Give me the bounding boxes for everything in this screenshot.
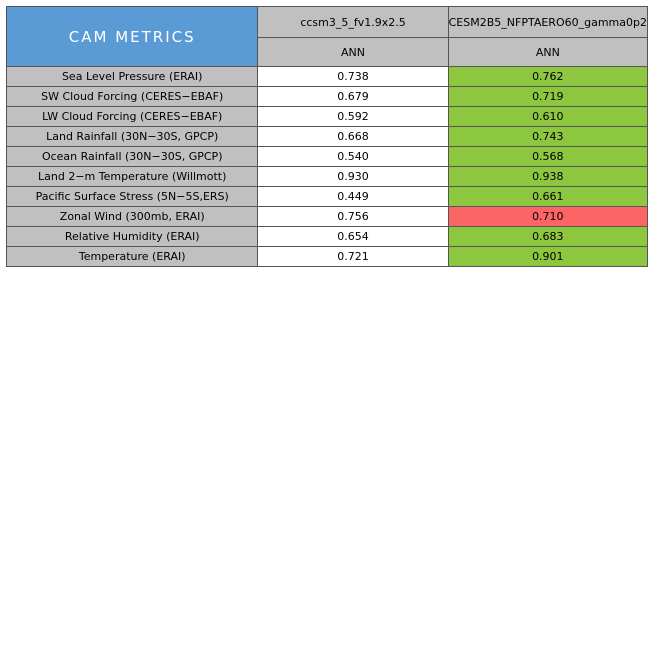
table-row <box>7 167 648 187</box>
metric-value: 0.683 <box>448 227 647 247</box>
metric-value: 0.721 <box>258 247 448 267</box>
metric-value: 0.901 <box>448 247 647 267</box>
table-title: CAM METRICS <box>7 7 258 67</box>
metric-value: 0.756 <box>258 207 448 227</box>
metric-value: 0.762 <box>448 67 647 87</box>
metric-value: 0.540 <box>258 147 448 167</box>
table-row <box>7 207 648 227</box>
metric-value: 0.710 <box>448 207 647 227</box>
table-row <box>7 67 648 87</box>
table-body <box>7 67 648 267</box>
metric-value: 0.654 <box>258 227 448 247</box>
column-header-season-1: ANN <box>258 38 448 67</box>
row-label: Ocean Rainfall (30N−30S, GPCP) <box>7 147 258 167</box>
table-row <box>7 247 648 267</box>
table-row <box>7 187 648 207</box>
column-header-case-1: ccsm3_5_fv1.9x2.5 <box>258 7 448 38</box>
header-row-case <box>7 7 648 38</box>
table-row <box>7 107 648 127</box>
row-label: Temperature (ERAI) <box>7 247 258 267</box>
metric-value: 0.938 <box>448 167 647 187</box>
metric-value: 0.679 <box>258 87 448 107</box>
table-row <box>7 127 648 147</box>
metric-value: 0.719 <box>448 87 647 107</box>
column-header-case-2: CESM2B5_NFPTAERO60_gamma0p2 <box>448 7 647 38</box>
row-label: SW Cloud Forcing (CERES−EBAF) <box>7 87 258 107</box>
cam-metrics-table-container <box>6 6 648 267</box>
row-label: Land Rainfall (30N−30S, GPCP) <box>7 127 258 147</box>
table-row <box>7 147 648 167</box>
metric-value: 0.743 <box>448 127 647 147</box>
metric-value: 0.449 <box>258 187 448 207</box>
row-label: Land 2−m Temperature (Willmott) <box>7 167 258 187</box>
metric-value: 0.930 <box>258 167 448 187</box>
column-header-season-2: ANN <box>448 38 647 67</box>
row-label: Relative Humidity (ERAI) <box>7 227 258 247</box>
metric-value: 0.610 <box>448 107 647 127</box>
table-header <box>7 7 648 67</box>
metric-value: 0.661 <box>448 187 647 207</box>
table-row <box>7 227 648 247</box>
metric-value: 0.738 <box>258 67 448 87</box>
metric-value: 0.592 <box>258 107 448 127</box>
table-row <box>7 87 648 107</box>
row-label: LW Cloud Forcing (CERES−EBAF) <box>7 107 258 127</box>
metric-value: 0.568 <box>448 147 647 167</box>
row-label: Sea Level Pressure (ERAI) <box>7 67 258 87</box>
metric-value: 0.668 <box>258 127 448 147</box>
row-label: Zonal Wind (300mb, ERAI) <box>7 207 258 227</box>
cam-metrics-table <box>6 6 648 267</box>
row-label: Pacific Surface Stress (5N−5S,ERS) <box>7 187 258 207</box>
